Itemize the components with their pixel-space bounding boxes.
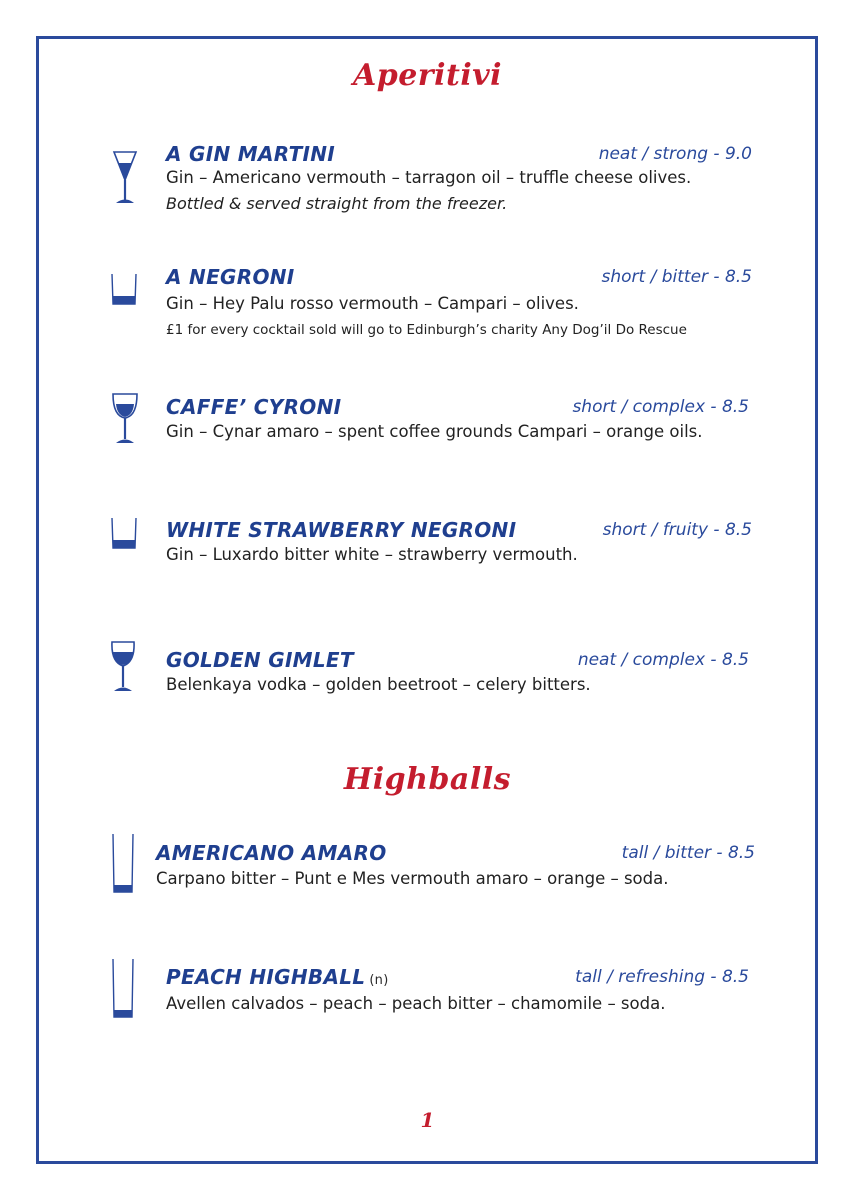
drink-meta: neat / complex - 8.5 xyxy=(577,650,749,670)
drink-meta: short / complex - 8.5 xyxy=(572,397,749,417)
drink-description: Carpano bitter – Punt e Mes vermouth amaro – orange – soda. xyxy=(156,869,669,888)
drink-description: Gin – Cynar amaro – spent coffee grounds Campari – orange oils. xyxy=(166,422,703,441)
drink-note: Bottled & served straight from the freezer. xyxy=(166,194,508,213)
drink-description: Belenkaya vodka – golden beetroot – celery bitters. xyxy=(166,675,591,694)
highball-glass-icon xyxy=(111,957,135,1019)
coupe-glass-icon xyxy=(110,392,140,446)
drink-description: Gin – Americano vermouth – tarragon oil – truffle cheese olives. xyxy=(166,168,692,187)
drink-meta: short / bitter - 8.5 xyxy=(601,267,752,287)
drink-name: A NEGRONI xyxy=(166,265,295,289)
drink-name: AMERICANO AMARO xyxy=(156,841,387,865)
wine-glass-icon xyxy=(108,640,138,694)
drink-description: Gin – Luxardo bitter white – strawberry vermouth. xyxy=(166,545,578,564)
drink-meta: tall / refreshing - 8.5 xyxy=(575,967,749,987)
drink-name: GOLDEN GIMLET xyxy=(166,648,354,672)
rocks-glass-icon xyxy=(110,272,138,306)
drink-name: CAFFE’ CYRONI xyxy=(166,395,342,419)
drink-meta: short / fruity - 8.5 xyxy=(602,520,752,540)
drink-name-text: PEACH HIGHBALL xyxy=(166,965,366,989)
drink-description: Gin – Hey Palu rosso vermouth – Campari – olives. xyxy=(166,294,579,313)
drink-meta: neat / strong - 9.0 xyxy=(598,144,752,164)
drink-meta: tall / bitter - 8.5 xyxy=(621,843,755,863)
allergen-badge: (n) xyxy=(369,973,389,988)
drink-description: Avellen calvados – peach – peach bitter – chamomile – soda. xyxy=(166,994,666,1013)
martini-glass-icon xyxy=(110,150,140,206)
section-title-aperitivi: Aperitivi xyxy=(352,58,503,93)
drink-name: A GIN MARTINI xyxy=(166,142,336,166)
charity-note: £1 for every cocktail sold will go to Edinburgh’s charity Any Dog’il Do Rescue xyxy=(166,322,687,338)
section-title-highballs: Highballs xyxy=(343,762,512,797)
page-number: 1 xyxy=(420,1108,435,1132)
drink-name: WHITE STRAWBERRY NEGRONI xyxy=(166,518,517,542)
drink-name xyxy=(166,965,389,989)
highball-glass-icon xyxy=(111,832,135,894)
rocks-glass-icon xyxy=(110,516,138,550)
